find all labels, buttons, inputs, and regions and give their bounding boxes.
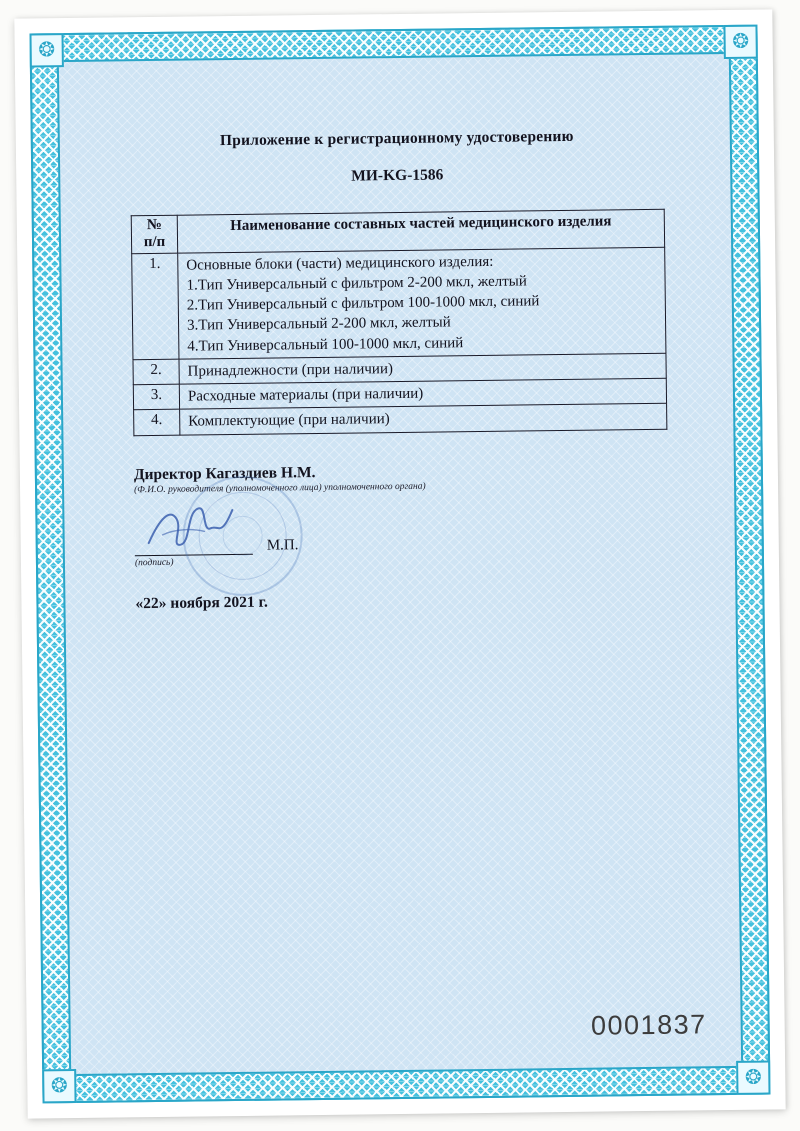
row-description: Комплектующие (при наличии) bbox=[180, 403, 667, 434]
certificate-field bbox=[57, 52, 743, 1076]
corner-rosette-icon: ❂ bbox=[42, 1069, 76, 1103]
signature-block bbox=[135, 532, 669, 579]
description-line: 4.Тип Универсальный 100-1000 мкл, синий bbox=[187, 334, 464, 355]
description-line: Основные блоки (части) медицинского изделия: bbox=[186, 253, 494, 274]
certificate-page bbox=[14, 9, 785, 1118]
components-table bbox=[131, 209, 668, 436]
column-header-number: № п/п bbox=[131, 215, 177, 253]
table-row bbox=[132, 247, 666, 360]
corner-rosette-icon: ❂ bbox=[29, 33, 63, 67]
row-description bbox=[178, 247, 666, 359]
ornamental-border bbox=[29, 25, 770, 1104]
certificate-content bbox=[59, 54, 736, 614]
serial-number: 0001837 bbox=[590, 1009, 707, 1041]
description-line: 1.Тип Универсальный с фильтром 2-200 мкл, желтый bbox=[186, 273, 527, 294]
description-line: 3.Тип Универсальный 2-200 мкл, желтый bbox=[186, 314, 451, 334]
document-date: «22» ноября 2021 г. bbox=[135, 593, 268, 612]
corner-rosette-icon: ❂ bbox=[736, 1061, 770, 1095]
table-header-row bbox=[131, 209, 664, 253]
document-title: Приложение к регистрационному удостоверению bbox=[219, 127, 574, 150]
handwritten-signature bbox=[140, 497, 251, 556]
signature-caption: (подпись) bbox=[134, 557, 174, 568]
row-number: 2. bbox=[133, 359, 179, 385]
corner-rosette-icon: ❂ bbox=[723, 25, 757, 59]
description-line: 2.Тип Универсальный с фильтром 100-1000 мкл, синий bbox=[186, 293, 540, 314]
seal-placeholder-label: М.П. bbox=[266, 536, 299, 554]
row-number: 1. bbox=[132, 253, 179, 360]
column-header-name: Наименование составных частей медицинского изделия bbox=[177, 209, 664, 252]
row-description: Расходные материалы (при наличии) bbox=[179, 378, 666, 409]
signatory-name: Директор Кагаздиев Н.М. bbox=[133, 463, 316, 483]
row-number: 4. bbox=[134, 409, 180, 435]
row-description: Принадлежности (при наличии) bbox=[179, 353, 666, 384]
row-number: 3. bbox=[133, 384, 179, 410]
table-row bbox=[134, 403, 667, 435]
signatory-caption: (Ф.И.О. руководителя (уполномоченного лица) уполномоченного органа) bbox=[134, 481, 426, 495]
registration-number: МИ-KG-1586 bbox=[351, 166, 444, 185]
